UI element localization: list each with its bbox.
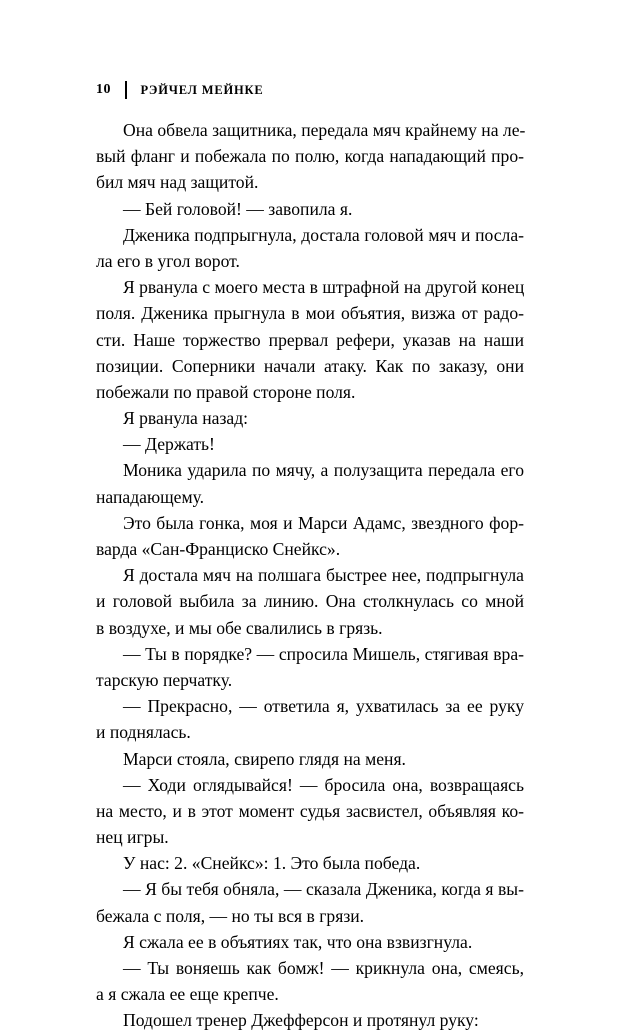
text-line: Дженика подпрыгнула, достала головой мяч и посла- [123, 224, 524, 245]
text-line: Это была гонка, моя и Марси Адамс, звездного фор- [123, 512, 524, 533]
text-line: Марси стояла, свирепо глядя на меня. [123, 748, 406, 769]
text-line: поля. Дженика прыгнула в мои объятия, визжа от радо- [96, 303, 524, 324]
text-line: бежала с поля, — но ты вся в грязи. [96, 905, 365, 926]
text-line: — Я бы тебя обняла, — сказала Дженика, когда я вы- [123, 879, 524, 900]
running-head [96, 80, 264, 100]
text-line: — Ты воняешь как бомж! — крикнула она, смеясь, [123, 958, 524, 978]
page-number: 10 [96, 82, 111, 97]
text-line: вый фланг и побежала по полю, когда нападающий про- [96, 146, 524, 167]
text-line: на место, и в этот момент судья засвистел, объявляя ко- [96, 800, 524, 821]
text-line: Подошел тренер Джефферсон и протянул руку: [123, 1010, 479, 1031]
text-line: побежали по правой стороне поля. [96, 381, 356, 402]
author-name: РЭЙЧЕЛ МЕЙНКЕ [140, 82, 264, 97]
text-line: — Бей головой! — завопила я. [123, 198, 353, 219]
text-line: а я сжала ее еще крепче. [96, 984, 279, 1005]
text-line: — Ходи оглядывайся! — бросила она, возвращаясь [123, 774, 524, 795]
text-line: — Ты в порядке? — спросила Мишель, стягивая врa- [123, 643, 524, 664]
body-text [96, 117, 524, 1034]
text-line: в воздухе, и мы обе свалились в грязь. [96, 617, 383, 638]
text-line: нец игры. [96, 827, 169, 848]
text-line: Я рванула назад: [123, 408, 249, 429]
text-line: Моника ударила по мячу, а полузащита передала его [123, 460, 524, 481]
text-line: варда «Сан-Франциско Снейкс». [96, 539, 341, 559]
text-line: У нас: 2. «Снейкс»: 1. Это была победа. [123, 853, 421, 874]
text-line: — Прекрасно, — ответила я, ухватилась за ее руку [123, 696, 524, 717]
text-line: Она обвела защитника, передала мяч крайнему на ле- [123, 120, 526, 140]
text-line: бил мяч над защитой. [96, 172, 259, 193]
text-line: Я достала мяч на полшага быстрее нее, подпрыгнула [123, 565, 524, 586]
text-line: сти. Наше торжество прервал рефери, указав на наши [96, 329, 524, 350]
text-line: тарскую перчатку. [96, 669, 233, 690]
text-line: Я рванула с моего места в штрафной на другой конец [123, 277, 525, 298]
text-line: нападающему. [96, 486, 205, 507]
text-line: и поднялась. [96, 722, 191, 743]
header-divider [125, 81, 127, 99]
text-line: — Держать! [123, 434, 215, 455]
text-line: позиции. Соперники начали атаку. Как по заказу, они [96, 355, 524, 376]
text-line: и головой выбила за линию. Она столкнулась со мной [96, 591, 524, 612]
text-line: Я сжала ее в объятиях так, что она взвизгнула. [123, 931, 473, 952]
text-line: ла его в угол ворот. [96, 250, 240, 271]
